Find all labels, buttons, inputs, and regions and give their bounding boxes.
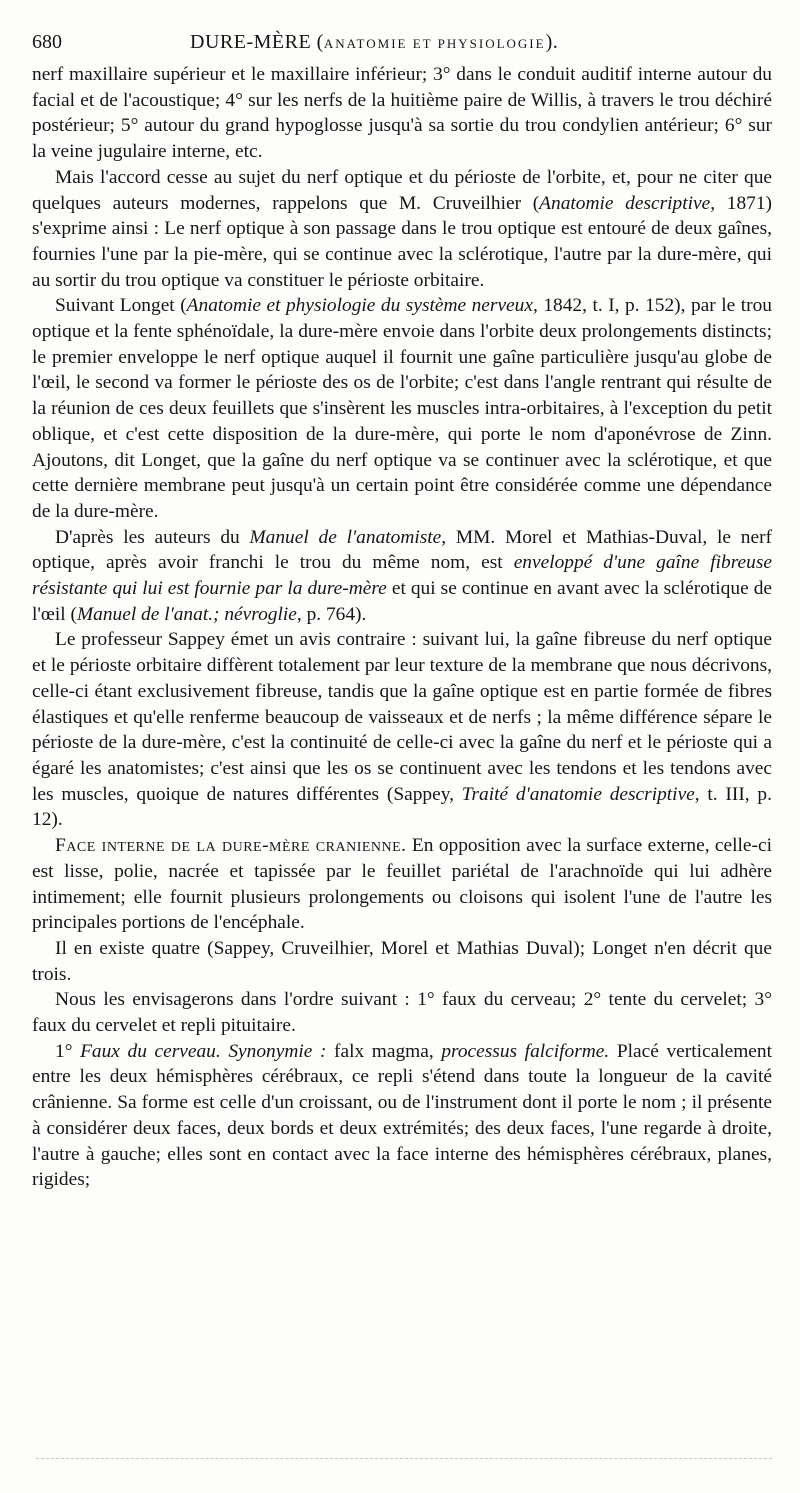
subsection-heading: Faux du cerveau. Synonymie :	[80, 1040, 327, 1062]
running-title-subtitle: ANATOMIE ET PHYSIOLOGIE	[323, 36, 546, 51]
page-number: 680	[32, 31, 62, 53]
running-title	[190, 30, 558, 56]
paragraph-continuation: nerf maxillaire supérieur et le maxillaire inférieur; 3° dans le conduit auditif interne autour du facial et de l'acoustique; 4° sur les nerfs de la huitième paire de Willis, à travers le trou déchiré postérieur; 5° autour du grand hypoglosse jusqu'à sa sortie du trou condylien antérieur; 6° sur la veine jugulaire interne, etc.	[32, 64, 772, 163]
running-title-main: DURE-MÈRE (	[190, 31, 324, 53]
page-body	[32, 62, 772, 1193]
citation-title: Traité d'anatomie descriptive	[461, 783, 695, 805]
footnote-divider	[36, 1458, 772, 1459]
paragraph-longet: Suivant Longet (Anatomie et physiologie du système nerveux, 1842, t. I, p. 152), par le trou optique et la fente sphénoïdale, la dure-mère envoie dans l'orbite deux prolongements distincts; le premier enveloppe le nerf optique auquel il fournit une gaîne particulière jusqu'au globe de l'œil, le second va former le périoste des os de l'orbite; c'est dans l'angle rentrant qui résulte de la réunion de ces deux feuillets que s'insèrent les muscles intra-orbitaires, à l'exception du petit oblique, et c'est cette disposition de la dure-mère, qui porte le nom d'aponévrose de Zinn. Ajoutons, dit Longet, que la gaîne du nerf optique va se continuer avec la sclérotique, et que cette dernière membrane peut jusqu'à un certain point être considérée comme une dépendance de la dure-mère.	[32, 295, 772, 522]
paragraph-order: Nous les envisagerons dans l'ordre suivant : 1° faux du cerveau; 2° tente du cervelet; 3° faux du cervelet et repli pituitaire.	[32, 989, 772, 1037]
paragraph-manuel: D'après les auteurs du Manuel de l'anatomiste, MM. Morel et Mathias-Duval, le nerf optique, après avoir franchi le trou du même nom, est enveloppé d'une gaîne fibreuse résistante qui lui est fournie par la dure-mère et qui se continue en avant avec la sclérotique de l'œil (Manuel de l'anat.; névroglie, p. 764).	[32, 526, 773, 625]
paragraph-face-interne: Face interne de la dure-mère cranienne. En opposition avec la surface externe, celle-ci est lisse, polie, nacrée et tapissée par le feuillet pariétal de l'arachnoïde qui lui adhère intimement; elle fournit plusieurs prolongements ou cloisons qui isolent l'une de l'autre les principales portions de l'encéphale.	[32, 835, 772, 934]
citation-title: Anatomie et physiologie du système nerveux	[186, 295, 533, 317]
paragraph-faux-du-cerveau: 1° Faux du cerveau. Synonymie : falx magma, processus falciforme. Placé verticalement entre les deux hémisphères cérébraux, ce repli s'étend dans toute la longueur de la cavité crânienne. Sa forme est celle d'un croissant, ou de l'instrument dont il porte le nom ; il présente à considérer deux faces, deux bords et deux extrémités; des deux faces, l'une regarde à droite, l'autre à gauche; elles sont en contact avec la face interne des hémisphères cérébraux, planes, rigides;	[32, 1040, 772, 1191]
citation-title: Manuel de l'anat.; névroglie	[76, 603, 297, 625]
emphasis-quote: enveloppé d'une gaîne fibreuse résistante qui lui est fournie par la dure-mère	[32, 552, 772, 600]
section-heading: Face interne de la dure-mère cranienne.	[55, 835, 407, 857]
paragraph-sappey: Le professeur Sappey émet un avis contraire : suivant lui, la gaîne fibreuse du nerf optique et le périoste orbitaire diffèrent totalement par leur texture de la membrane que nous décrivons, celle-ci étant exclusivement fibreuse, tandis que la gaîne optique est en partie formée de fibres élastiques et qu'elle renferme beaucoup de vaisseaux et de nerfs ; la même différence sépare le périoste de la dure-mère, c'est la continuité de celle-ci avec la gaîne du nerf et le périoste qui a égaré les anatomistes; c'est ainsi que les os se continuent avec les tendons et les tendons avec les muscles, quoique de natures différentes (Sappey, Traité d'anatomie descriptive, t. III, p. 12).	[32, 629, 772, 831]
paragraph-cruveilhier: Mais l'accord cesse au sujet du nerf optique et du périoste de l'orbite, et, pour ne citer que quelques auteurs modernes, rappelons que M. Cruveilhier (Anatomie descriptive, 1871) s'exprime ainsi : Le nerf optique à son passage dans le trou optique est entouré de deux gaînes, fournies l'une par la pie-mère, qui se continue avec la sclérotique, l'autre par la dure-mère, qui au sortir du trou optique va constituer le périoste orbitaire.	[32, 166, 773, 291]
paragraph-count: Il en existe quatre (Sappey, Cruveilhier, Morel et Mathias Duval); Longet n'en décrit que trois.	[32, 937, 772, 985]
emphasis-term: processus falciforme.	[441, 1040, 610, 1062]
citation-title: Anatomie descriptive	[539, 192, 711, 214]
running-title-end: ).	[545, 31, 559, 53]
citation-title: Manuel de l'anatomiste	[249, 526, 442, 548]
